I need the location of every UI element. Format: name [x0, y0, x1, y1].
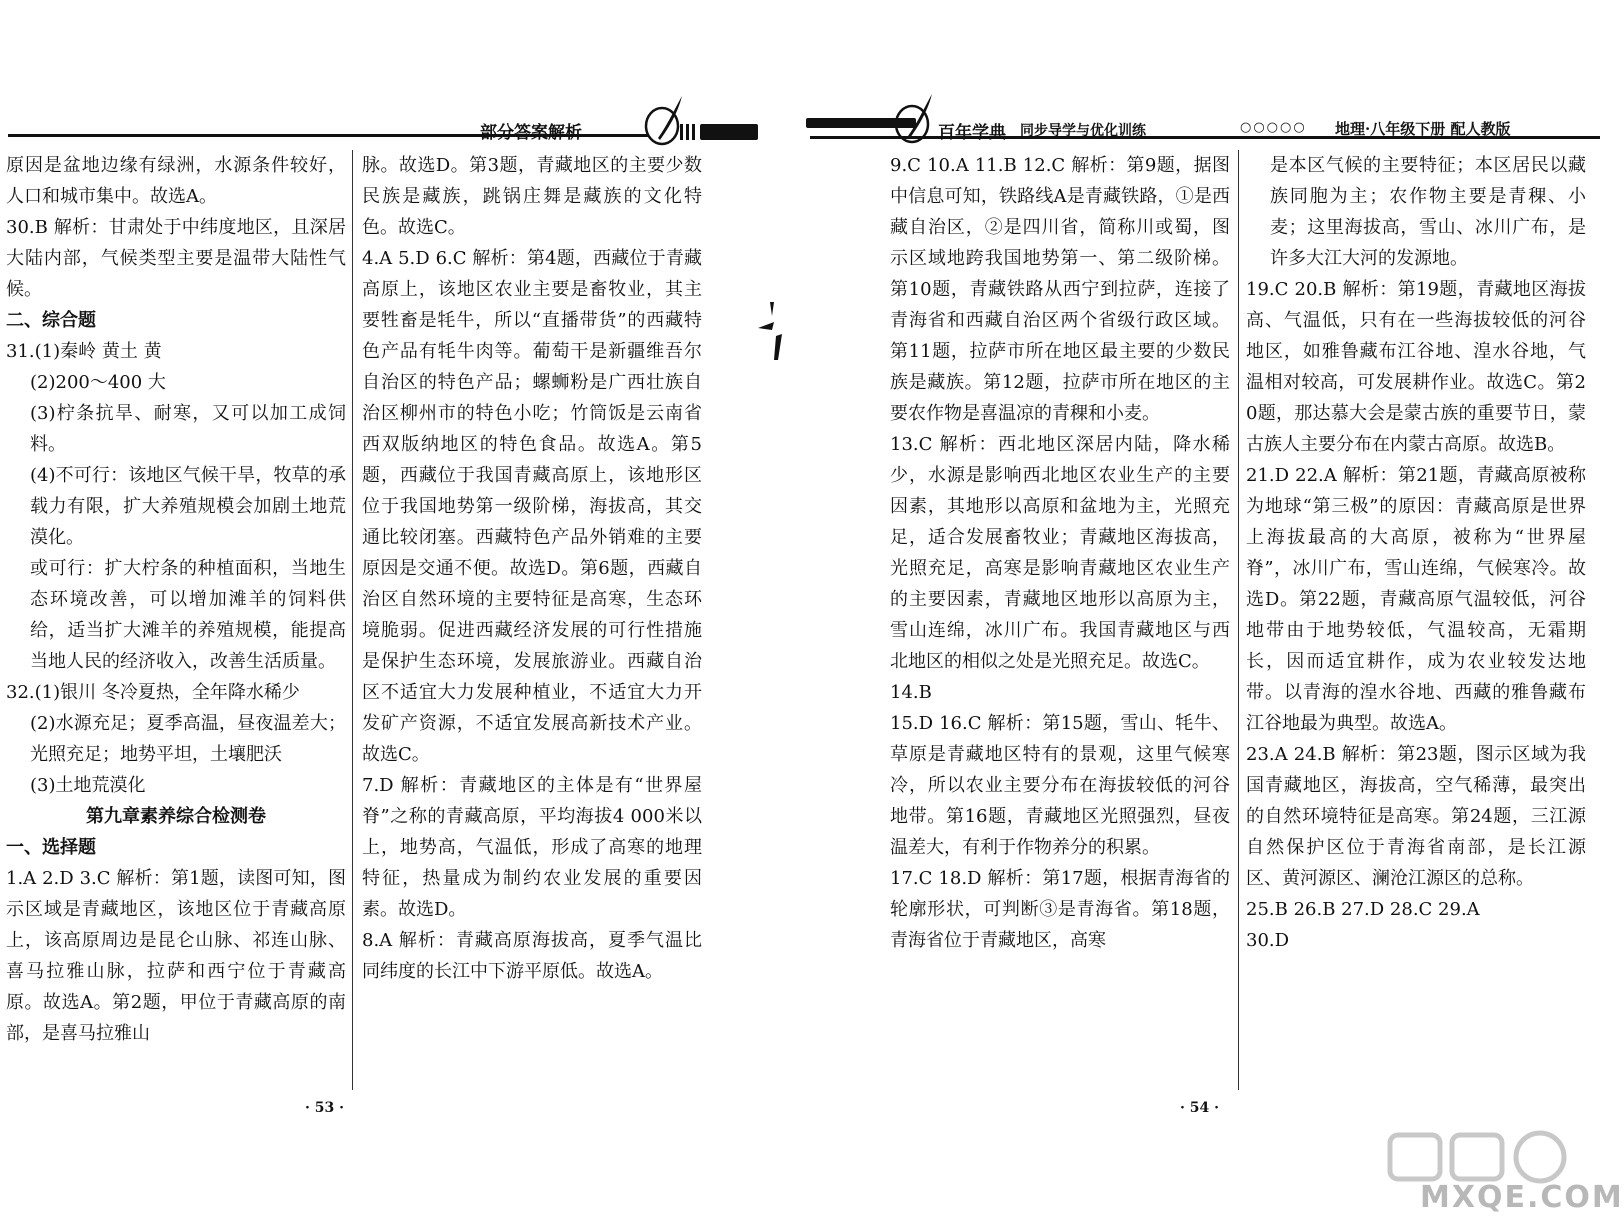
right-header-title: 百年学典: [938, 123, 1006, 143]
answer-paragraph: 7.D 解析：青藏地区的主体是有“世界屋脊”之称的青藏高原，平均海拔4 000米以上，地势高，气温低，形成了高寒的地理特征，热量成为制约农业发展的重要因素。故选D。: [362, 775, 702, 920]
answer-paragraph: 9.C 10.A 11.B 12.C 解析：第9题，据图中信息可知，铁路线A是青藏铁路，①是西藏自治区，②是四川省，简称川或蜀，图示区域地跨我国地势第一、第二级阶梯。第10题，青藏铁路从西宁到拉萨，连接了青海省和西藏自治区两个省级行政区域。第11题，拉萨市所在地区最主要的少数民族是藏族。第12题，拉萨市所在地区的主要农作物是喜温凉的青稞和小麦。: [890, 155, 1230, 424]
answer-paragraph: 25.B 26.B 27.D 28.C 29.A: [1246, 899, 1480, 920]
section-heading: 一、选择题: [6, 837, 96, 858]
header-dots: ○○○○○: [1240, 120, 1307, 135]
section-heading: 二、综合题: [6, 310, 96, 331]
answer-paragraph: 15.D 16.C 解析：第15题，雪山、牦牛、草原是青藏地区特有的景观，这里气候寒冷，所以农业主要分布在海拔较低的河谷地带。第16题，青藏地区光照强烈，昼夜温差大，有利于作物养分的积累。: [890, 713, 1230, 858]
answer-paragraph: 32.(1)银川 冬冷夏热，全年降水稀少: [6, 682, 300, 703]
answer-paragraph: 30.D: [1246, 930, 1290, 951]
left-column-2: [362, 150, 702, 987]
left-column-1: [6, 150, 346, 1049]
answer-paragraph: (4)不可行：该地区气候干旱，牧草的承载力有限，扩大养殖规模会加剧土地荒漠化。: [30, 465, 346, 548]
right-column-2: [1246, 150, 1586, 956]
answer-paragraph: (2)200～400 大: [30, 372, 166, 393]
answer-paragraph: 14.B: [890, 682, 932, 703]
answer-paragraph: 脉。故选D。第3题，青藏地区的主要少数民族是藏族，跳锅庄舞是藏族的文化特色。故选C。: [362, 155, 702, 238]
scan-mark-decoration: [752, 300, 792, 370]
left-page: [0, 0, 790, 1220]
answer-paragraph: 是本区气候的主要特征；本区居民以藏族同胞为主；农作物主要是青稞、小麦；这里海拔高，雪山、冰川广布，是许多大江大河的发源地。: [1270, 155, 1586, 269]
watermark-text: MXQE.COM: [1420, 1180, 1624, 1215]
answer-paragraph: 30.B 解析：甘肃处于中纬度地区，且深居大陆内部，气候类型主要是温带大陆性气候。: [6, 217, 346, 300]
header-black-bar: [700, 124, 758, 140]
answer-paragraph: 19.C 20.B 解析：第19题，青藏地区海拔高、气温低，只有在一些海拔较低的河谷地区，如雅鲁藏布江谷地、湟水谷地，气温相对较高，可发展耕作业。故选C。第20题，那达慕大会是蒙古族的重要节日，蒙古族人主要分布在内蒙古高原。故选B。: [1246, 279, 1586, 455]
answer-paragraph: 1.A 2.D 3.C 解析：第1题，读图可知，图示区域是青藏地区，该地区位于青藏高原上，该高原周边是昆仑山脉、祁连山脉、喜马拉雅山脉，拉萨和西宁位于青藏高原。故选A。第2题，甲位于青藏高原的南部，是喜马拉雅山: [6, 868, 346, 1044]
answer-paragraph: 或可行：扩大柠条的种植面积，当地生态环境改善，可以增加滩羊的饲料供给，适当扩大滩羊的养殖规模，能提高当地人民的经济收入，改善生活质量。: [30, 558, 346, 672]
left-header-title: 部分答案解析: [480, 123, 582, 143]
page-number-left: · 53 ·: [305, 1100, 344, 1116]
answer-paragraph: 23.A 24.B 解析：第23题，图示区域为我国青藏地区，海拔高，空气稀薄，最突出的自然环境特征是高寒。第24题，三江源自然保护区位于青海省南部，是长江源区、黄河源区、澜沧江源区的总称。: [1246, 744, 1586, 889]
right-page: [810, 0, 1600, 1220]
right-header-subject: 地理·八年级下册 配人教版: [1335, 120, 1511, 138]
right-header-subtitle: 同步导学与优化训练: [1020, 123, 1146, 139]
answer-paragraph: (3)土地荒漠化: [30, 775, 146, 796]
answer-paragraph: (3)柠条抗旱、耐寒，又可以加工成饲料。: [30, 403, 346, 455]
answer-paragraph: (2)水源充足；夏季高温，昼夜温差大；光照充足；地势平坦，土壤肥沃: [30, 713, 346, 765]
chapter-heading: 第九章素养综合检测卷: [86, 806, 266, 827]
answer-paragraph: 8.A 解析：青藏高原海拔高，夏季气温比同纬度的长江中下游平原低。故选A。: [362, 930, 702, 982]
column-divider: [1238, 150, 1239, 1090]
page-number-right: · 54 ·: [1180, 1100, 1219, 1116]
answer-paragraph: 21.D 22.A 解析：第21题，青藏高原被称为地球“第三极”的原因：青藏高原是世界上海拔最高的大高原，被称为“世界屋脊”，冰川广布，雪山连绵，气候寒冷。故选D。第22题，青藏高原气温较低，河谷地带由于地势较低，气温较高，无霜期长，因而适宜耕作，成为农业较发达地带。以青海的湟水谷地、西藏的雅鲁藏布江谷地最为典型。故选A。: [1246, 465, 1586, 734]
answer-paragraph: 31.(1)秦岭 黄土 黄: [6, 341, 162, 362]
answer-paragraph: 原因是盆地边缘有绿洲，水源条件较好，人口和城市集中。故选A。: [6, 155, 346, 207]
right-column-1: [890, 150, 1230, 956]
answer-paragraph: 4.A 5.D 6.C 解析：第4题，西藏位于青藏高原上，该地区农业主要是畜牧业，其主要牲畜是牦牛，所以“直播带货”的西藏特色产品有牦牛肉等。葡萄干是新疆维吾尔自治区的特色产品；螺蛳粉是广西壮族自治区柳州市的特色小吃；竹筒饭是云南省西双版纳地区的特色食品。故选A。第5题，西藏位于我国青藏高原上，该地形区位于我国地势第一级阶梯，海拔高，其交通比较闭塞。西藏特色产品外销难的主要原因是交通不便。故选D。第6题，西藏自治区自然环境的主要特征是高寒，生态环境脆弱。促进西藏经济发展的可行性措施是保护生态环境，发展旅游业。西藏自治区不适宜大力发展种植业，不适宜大力开发矿产资源，不适宜发展高新技术产业。故选C。: [362, 248, 702, 765]
answer-paragraph: 17.C 18.D 解析：第17题，根据青海省的轮廓形状，可判断③是青海省。第18题，青海省位于青藏地区，高寒: [890, 868, 1230, 951]
header-bars-decoration: [680, 124, 695, 140]
column-divider: [352, 150, 353, 1090]
answer-paragraph: 13.C 解析：西北地区深居内陆，降水稀少，水源是影响西北地区农业生产的主要因素，其地形以高原和盆地为主，光照充足，适合发展畜牧业；青藏地区海拔高，光照充足，高寒是影响青藏地区农业生产的主要因素，青藏地区地形以高原为主，雪山连绵，冰川广布。我国青藏地区与西北地区的相似之处是光照充足。故选C。: [890, 434, 1230, 672]
